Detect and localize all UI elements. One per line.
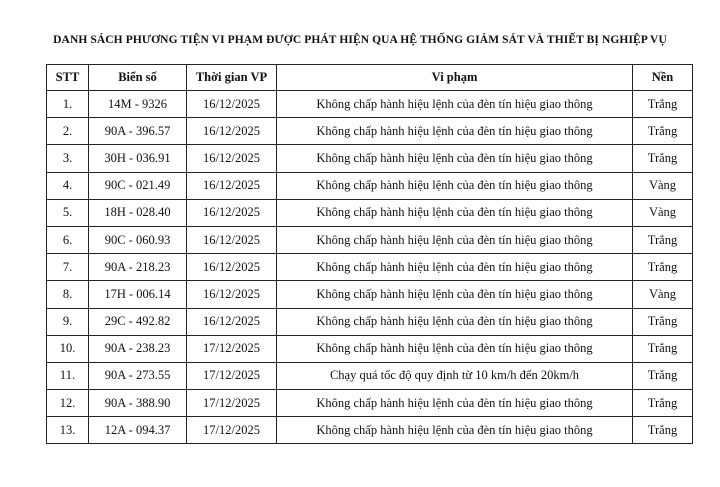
cell-plate: 90C - 021.49 bbox=[89, 172, 187, 199]
table-row bbox=[47, 91, 693, 118]
cell-stt: 9. bbox=[47, 308, 89, 335]
cell-plate-color: Trắng bbox=[633, 254, 693, 281]
cell-plate-color: Trắng bbox=[633, 390, 693, 417]
cell-violation: Không chấp hành hiệu lệnh của đèn tín hiệu giao thông bbox=[277, 254, 633, 281]
cell-plate-color: Trắng bbox=[633, 308, 693, 335]
cell-plate-color: Trắng bbox=[633, 145, 693, 172]
table-header-row bbox=[47, 65, 693, 91]
cell-violation: Không chấp hành hiệu lệnh của đèn tín hiệu giao thông bbox=[277, 281, 633, 308]
cell-plate-color: Trắng bbox=[633, 118, 693, 145]
cell-stt: 13. bbox=[47, 417, 89, 444]
header-plate-color: Nền bbox=[633, 65, 693, 91]
header-violation: Vi phạm bbox=[277, 65, 633, 91]
table-row bbox=[47, 145, 693, 172]
cell-violation: Chạy quá tốc độ quy định từ 10 km/h đến 20km/h bbox=[277, 362, 633, 389]
cell-plate-color: Trắng bbox=[633, 91, 693, 118]
cell-violation: Không chấp hành hiệu lệnh của đèn tín hiệu giao thông bbox=[277, 145, 633, 172]
header-stt: STT bbox=[47, 65, 89, 91]
cell-time: 17/12/2025 bbox=[187, 335, 277, 362]
cell-time: 16/12/2025 bbox=[187, 226, 277, 253]
cell-time: 16/12/2025 bbox=[187, 199, 277, 226]
cell-violation: Không chấp hành hiệu lệnh của đèn tín hiệu giao thông bbox=[277, 390, 633, 417]
violations-table bbox=[46, 64, 693, 444]
cell-plate: 12A - 094.37 bbox=[89, 417, 187, 444]
cell-time: 16/12/2025 bbox=[187, 91, 277, 118]
table-row bbox=[47, 390, 693, 417]
table-row bbox=[47, 172, 693, 199]
cell-violation: Không chấp hành hiệu lệnh của đèn tín hiệu giao thông bbox=[277, 308, 633, 335]
cell-plate-color: Vàng bbox=[633, 281, 693, 308]
cell-time: 16/12/2025 bbox=[187, 118, 277, 145]
cell-violation: Không chấp hành hiệu lệnh của đèn tín hiệu giao thông bbox=[277, 172, 633, 199]
cell-time: 16/12/2025 bbox=[187, 281, 277, 308]
cell-violation: Không chấp hành hiệu lệnh của đèn tín hiệu giao thông bbox=[277, 335, 633, 362]
cell-plate: 90A - 388.90 bbox=[89, 390, 187, 417]
cell-stt: 1. bbox=[47, 91, 89, 118]
cell-plate: 18H - 028.40 bbox=[89, 199, 187, 226]
cell-time: 17/12/2025 bbox=[187, 362, 277, 389]
cell-time: 16/12/2025 bbox=[187, 308, 277, 335]
cell-plate-color: Vàng bbox=[633, 199, 693, 226]
cell-stt: 12. bbox=[47, 390, 89, 417]
cell-violation: Không chấp hành hiệu lệnh của đèn tín hiệu giao thông bbox=[277, 199, 633, 226]
table-row bbox=[47, 254, 693, 281]
cell-stt: 10. bbox=[47, 335, 89, 362]
cell-plate: 90A - 238.23 bbox=[89, 335, 187, 362]
cell-plate-color: Trắng bbox=[633, 417, 693, 444]
cell-stt: 4. bbox=[47, 172, 89, 199]
cell-time: 16/12/2025 bbox=[187, 172, 277, 199]
cell-stt: 11. bbox=[47, 362, 89, 389]
cell-plate: 17H - 006.14 bbox=[89, 281, 187, 308]
cell-stt: 2. bbox=[47, 118, 89, 145]
table-row bbox=[47, 118, 693, 145]
table-row bbox=[47, 281, 693, 308]
cell-plate-color: Vàng bbox=[633, 172, 693, 199]
cell-stt: 5. bbox=[47, 199, 89, 226]
header-plate: Biển số bbox=[89, 65, 187, 91]
cell-stt: 6. bbox=[47, 226, 89, 253]
cell-plate: 90A - 396.57 bbox=[89, 118, 187, 145]
cell-plate-color: Trắng bbox=[633, 226, 693, 253]
cell-stt: 8. bbox=[47, 281, 89, 308]
cell-plate-color: Trắng bbox=[633, 362, 693, 389]
table-row bbox=[47, 199, 693, 226]
cell-violation: Không chấp hành hiệu lệnh của đèn tín hiệu giao thông bbox=[277, 226, 633, 253]
cell-plate: 14M - 9326 bbox=[89, 91, 187, 118]
cell-violation: Không chấp hành hiệu lệnh của đèn tín hiệu giao thông bbox=[277, 91, 633, 118]
cell-plate: 30H - 036.91 bbox=[89, 145, 187, 172]
table-body bbox=[47, 91, 693, 444]
cell-time: 16/12/2025 bbox=[187, 145, 277, 172]
cell-violation: Không chấp hành hiệu lệnh của đèn tín hiệu giao thông bbox=[277, 118, 633, 145]
table-row bbox=[47, 417, 693, 444]
cell-plate: 90A - 218.23 bbox=[89, 254, 187, 281]
cell-plate: 29C - 492.82 bbox=[89, 308, 187, 335]
cell-time: 17/12/2025 bbox=[187, 417, 277, 444]
table-row bbox=[47, 335, 693, 362]
table-row bbox=[47, 308, 693, 335]
cell-time: 17/12/2025 bbox=[187, 390, 277, 417]
cell-plate-color: Trắng bbox=[633, 335, 693, 362]
cell-plate: 90C - 060.93 bbox=[89, 226, 187, 253]
cell-stt: 3. bbox=[47, 145, 89, 172]
cell-violation: Không chấp hành hiệu lệnh của đèn tín hiệu giao thông bbox=[277, 417, 633, 444]
cell-plate: 90A - 273.55 bbox=[89, 362, 187, 389]
document-title: DANH SÁCH PHƯƠNG TIỆN VI PHẠM ĐƯỢC PHÁT HIỆN QUA HỆ THỐNG GIÁM SÁT VÀ THIẾT BỊ NGHIỆP VỤ bbox=[53, 34, 667, 46]
cell-time: 16/12/2025 bbox=[187, 254, 277, 281]
table-row bbox=[47, 362, 693, 389]
cell-stt: 7. bbox=[47, 254, 89, 281]
header-time: Thời gian VP bbox=[187, 65, 277, 91]
table-row bbox=[47, 226, 693, 253]
